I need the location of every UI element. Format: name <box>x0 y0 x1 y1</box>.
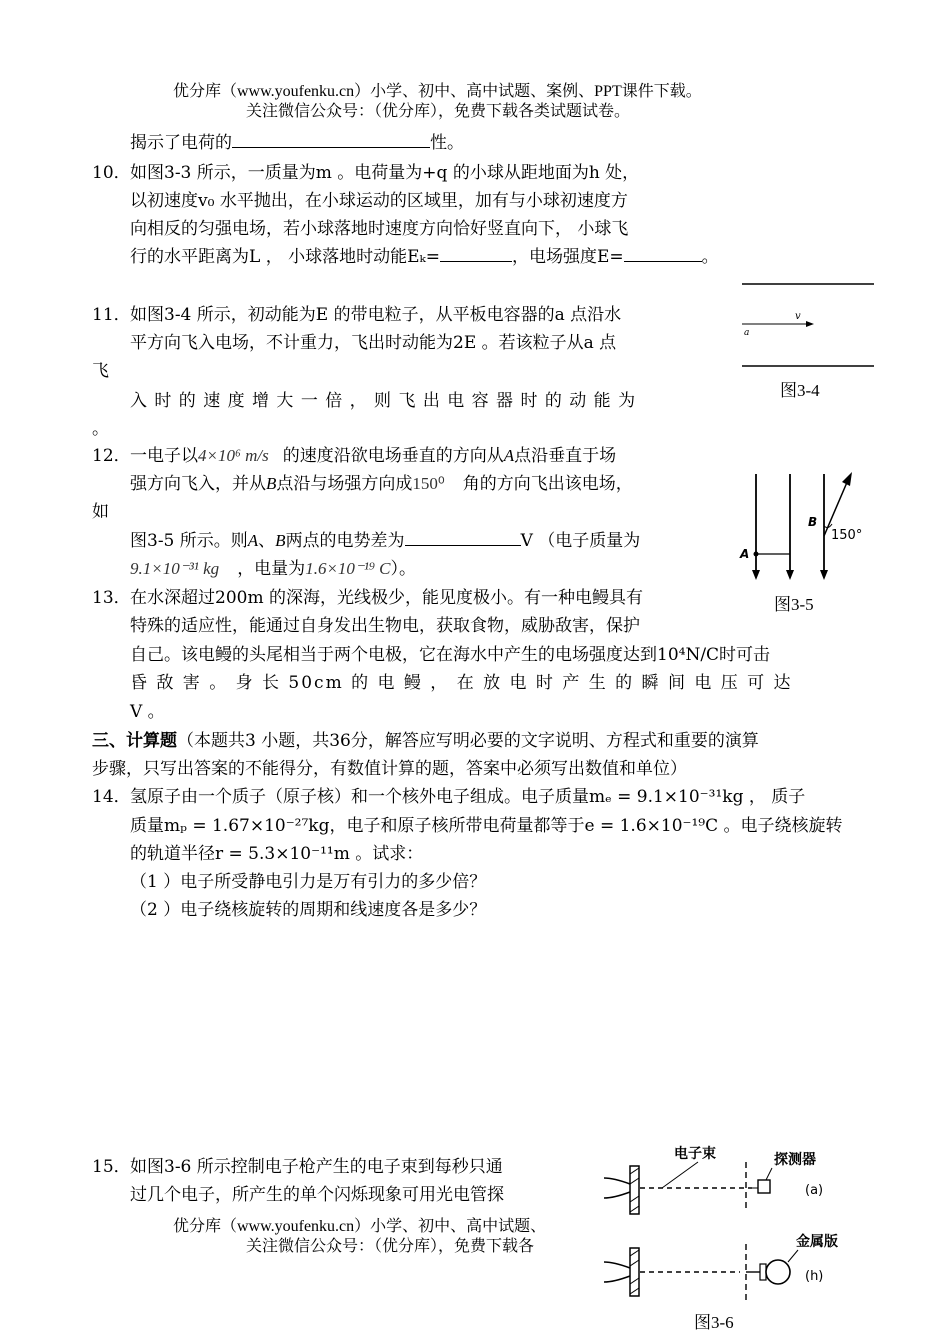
section-3-desc: （本题共3 小题，共36分，解答应写明必要的文字说明、方程式和重要的演算 <box>177 731 759 751</box>
point-a: A <box>503 446 515 465</box>
q10-text-b: ，电场强度E= <box>511 247 624 267</box>
q12-text: 一电子以 <box>130 446 198 466</box>
section-3-line-1 <box>92 726 759 751</box>
q12-text-k: ，电量为 <box>237 559 306 579</box>
figure-3-4 <box>740 278 880 378</box>
plate-label: 金属版 <box>796 1234 838 1250</box>
arrow-icon <box>786 570 794 580</box>
label-b: (h) <box>805 1269 824 1284</box>
arrow-icon <box>820 570 828 580</box>
a-label: a <box>744 328 750 338</box>
fig34-caption: 图3-4 <box>780 381 820 400</box>
point-a-dot <box>754 552 759 557</box>
q11-line-3: 入 时 的 速 度 增 大 一 倍 ， 则 飞 出 电 容 器 时 的 动 能 为 <box>130 391 637 411</box>
answer-blank-voltage[interactable] <box>405 529 521 546</box>
q11-line-3b: 。 <box>92 419 109 439</box>
footer-line-1: 优分库（www.youfenku.cn）小学、初中、高中试题、 <box>173 1218 547 1235</box>
q12-text-i: 两点的电势差为 <box>285 531 405 551</box>
electron-gun-b <box>604 1262 630 1282</box>
q12-text-l: ）。 <box>390 559 416 579</box>
b-label: B <box>808 515 818 529</box>
q12-text-e: 点沿与场强方向成 <box>276 474 413 494</box>
charge-value: 1.6×10⁻¹⁹ C <box>305 559 391 578</box>
q11-number: 11． <box>92 305 131 325</box>
q12-text-f: 角的方向飞出该电场， <box>462 474 633 494</box>
metal-plate-icon <box>766 1260 790 1284</box>
detector-label: 探测器 <box>774 1152 816 1168</box>
point-a-2: A <box>247 531 259 550</box>
plate-neck <box>760 1264 766 1280</box>
fig36-caption: 图3-6 <box>694 1313 734 1332</box>
q12-line-3 <box>130 526 640 551</box>
arrow-icon <box>806 321 814 327</box>
q13-line-3: 自己。该电鳗的头尾相当于两个电极，它在海水中产生的电场强度达到10⁴N/C时可击 <box>130 645 771 665</box>
q14-sub-1: （1 ）电子所受静电引力是万有引力的多少倍？ <box>130 872 487 892</box>
q10-number: 10． <box>92 163 131 183</box>
detector-icon <box>758 1180 770 1193</box>
q14-number: 14． <box>92 787 131 807</box>
angle-value: 150⁰ <box>412 474 445 493</box>
fig35-caption: 图3-5 <box>774 595 814 614</box>
arrow-icon <box>842 472 852 486</box>
electron-gun-a <box>604 1178 630 1198</box>
beam-leader <box>662 1162 698 1188</box>
q12-number: 12． <box>92 446 131 466</box>
v-label: v <box>795 311 801 322</box>
q14-sub-2: （2 ）电子绕核旋转的周期和线速度各是多少？ <box>130 900 487 920</box>
q10-line-1: 如图3-3 所示，一质量为m 。电荷量为+q 的小球从距地面为h 处， <box>130 163 640 183</box>
q15-line-2: 过几个电子，所产生的单个闪烁现象可用光电管探 <box>130 1185 504 1205</box>
q12-text-d: 强方向飞入，并从 <box>130 474 266 494</box>
figure-3-5 <box>738 468 873 588</box>
q12-line-2 <box>130 469 633 494</box>
figure-3-6 <box>600 1140 860 1320</box>
point-b: B <box>266 474 277 493</box>
q12-line-4 <box>130 554 416 579</box>
q12-text-c: 点沿垂直于场 <box>514 446 617 466</box>
q13-line-4: 昏 敌 害 。 身 长 50cm 的 电 鳗 ， 在 放 电 时 产 生 的 瞬 间 电 压 可 达 <box>130 673 793 693</box>
q11-line-2: 平方向飞入电场，不计重力，飞出时动能为2E 。若该粒子从a 点 <box>130 333 617 353</box>
q9-text: 揭示了电荷的 <box>130 133 232 153</box>
q11-line-1: 如图3-4 所示，初动能为E 的带电粒子，从平板电容器的a 点沿水 <box>130 305 622 325</box>
plate-leader <box>788 1250 798 1262</box>
section-3-line-2: 步骤，只写出答案的不能得分，有数值计算的题，答案中必须写出数值和单位） <box>92 759 687 779</box>
answer-blank[interactable] <box>232 131 430 148</box>
header-line-2: 关注微信公众号：（优分库），免费下载各类试题试卷。 <box>246 103 631 120</box>
q10-line-2: 以初速度v₀ 水平抛出，在小球运动的区域里，加有与小球初速度方 <box>130 191 628 211</box>
q12-line-1 <box>130 441 616 466</box>
section-3-title: 三、计算题 <box>92 731 177 751</box>
q14-line-3: 的轨道半径r = 5.3×10⁻¹¹m 。试求： <box>130 844 424 864</box>
label-a: (a) <box>805 1183 824 1198</box>
detector-leader <box>766 1168 772 1180</box>
header-line-1: 优分库（www.youfenku.cn）小学、初中、高中试题、案例、PPT课件下载。 <box>173 83 702 100</box>
q15-line-1: 如图3-6 所示控制电子枪产生的电子束到每秒只通 <box>130 1157 503 1177</box>
q12-text-j: V （电子质量为 <box>520 531 641 551</box>
q12-text-h: 、 <box>258 531 276 551</box>
a-label: A <box>740 547 750 561</box>
q14-line-1: 氢原子由一个质子（原子核）和一个核外电子组成。电子质量mₑ = 9.1×10⁻³¹kg ， 质子 <box>130 787 806 807</box>
point-b-2: B <box>275 531 286 550</box>
q13-line-1: 在水深超过200m 的深海，光线极少，能见度极小。有一种电鳗具有 <box>130 588 643 608</box>
q10-text-a: 行的水平距离为L ， 小球落地时动能Eₖ= <box>130 247 440 267</box>
q15-number: 15． <box>92 1157 131 1177</box>
q12-text-g: 图3-5 所示。则 <box>130 531 248 551</box>
q11-line-2b: 飞 <box>92 361 109 381</box>
q12-line-2d: 如 <box>92 502 109 522</box>
q13-number: 13． <box>92 588 131 608</box>
q9-text-end: 性。 <box>430 133 464 153</box>
mass-value: 9.1×10⁻³¹ kg <box>130 559 220 578</box>
q9-tail <box>130 128 464 153</box>
q13-line-2: 特殊的适应性，能通过自身发出生物电，获取食物，威胁敌害，保护 <box>130 616 640 636</box>
beam-label: 电子束 <box>674 1146 716 1162</box>
q13-line-5: V 。 <box>130 702 165 722</box>
q10-line-3: 向相反的匀强电场，若小球落地时速度方向恰好竖直向下， 小球飞 <box>130 219 629 239</box>
q10-line-4 <box>130 242 719 267</box>
answer-blank-e[interactable] <box>624 245 702 262</box>
speed-value: 4×10⁶ m/s <box>198 446 269 465</box>
angle-label: 150° <box>831 528 863 543</box>
footer-line-2: 关注微信公众号：（优分库），免费下载各 <box>246 1238 535 1255</box>
q12-text-b: 的速度沿欲电场垂直的方向从 <box>282 446 504 466</box>
q10-text-c: 。 <box>701 247 719 267</box>
q14-line-2: 质量mₚ = 1.67×10⁻²⁷kg，电子和原子核所带电荷量都等于e = 1.6×10⁻¹⁹C 。电子绕核旋转 <box>130 816 843 836</box>
answer-blank-ek[interactable] <box>440 245 512 262</box>
arrow-icon <box>752 570 760 580</box>
